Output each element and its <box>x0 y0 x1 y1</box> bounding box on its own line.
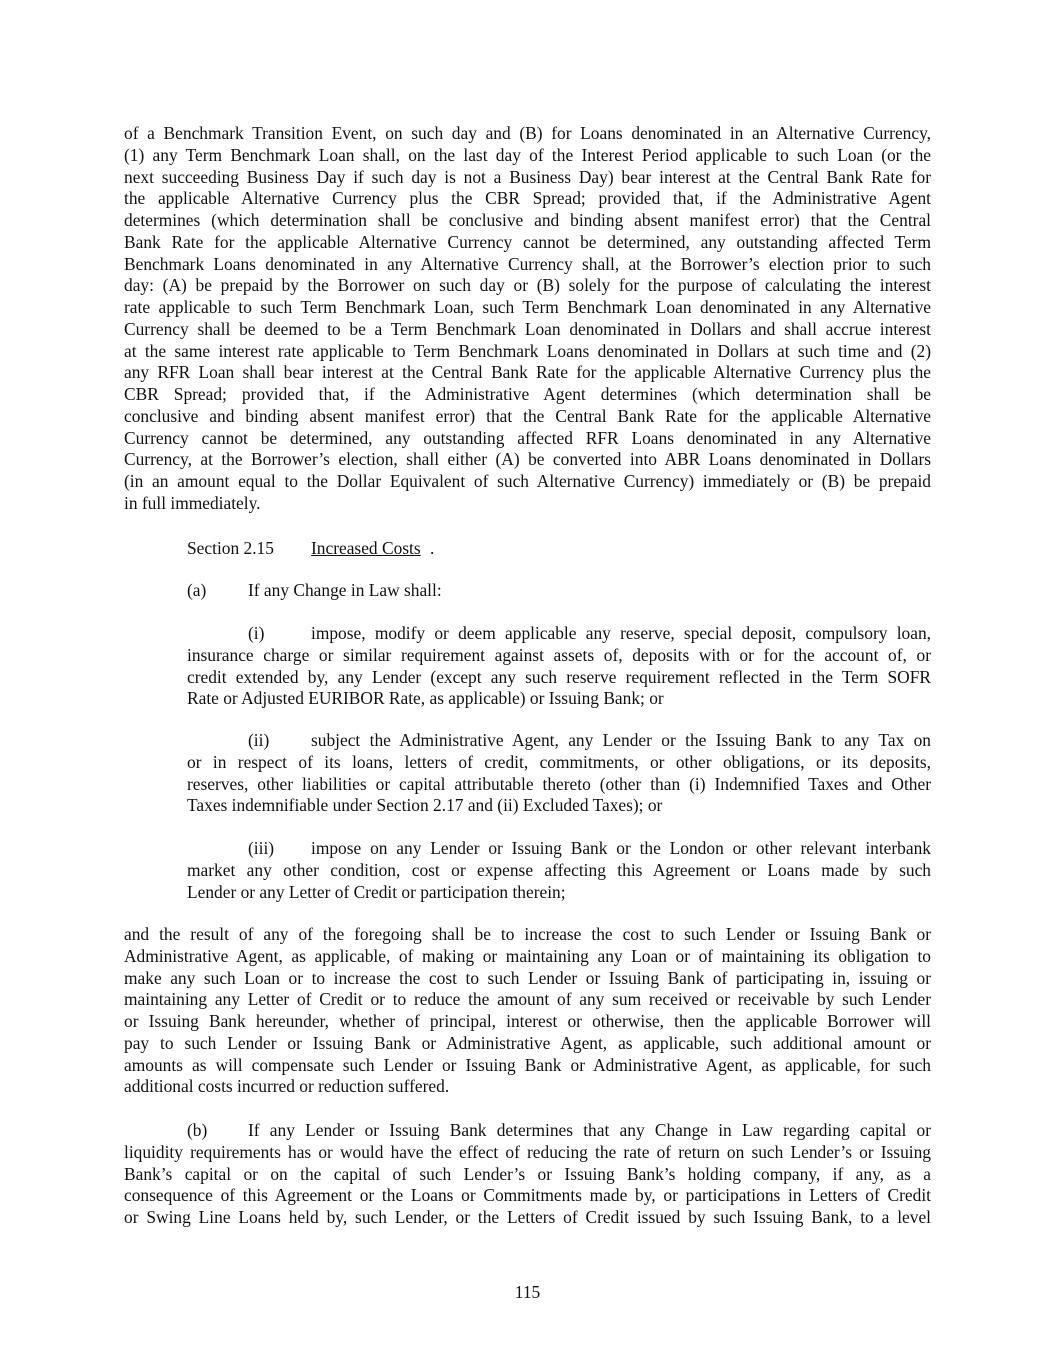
text-line: Taxes indemnifiable under Section 2.17 and (ii) Excluded Taxes); or <box>187 795 663 816</box>
section-heading: Section 2.15 Increased Costs . <box>187 538 435 558</box>
text-line: Currency, at the Borrower’s election, shall either (A) be converted into ABR Loans denominated in Dollars <box>124 449 931 470</box>
section-title: Increased Costs <box>311 538 421 558</box>
clause-i-label: (i) <box>248 623 265 643</box>
text-line: at the same interest rate applicable to Term Benchmark Loans denominated in Dollars at such time and (2) <box>124 340 931 361</box>
text-line: insurance charge or similar requirement against assets of, deposits with or for the account of, or <box>187 644 931 665</box>
text-line: reserves, other liabilities or capital attributable thereto (other than (i) Indemnified Taxes and Other <box>187 773 931 794</box>
paragraph-benchmark-continuation <box>124 123 931 515</box>
text-line: of a Benchmark Transition Event, on such day and (B) for Loans denominated in an Alternative Currency, <box>124 123 931 143</box>
text-line: maintaining any Letter of Credit or to reduce the amount of any sum received or receivable by such Lender <box>124 989 931 1010</box>
clause-iii-label: (iii) <box>248 838 275 858</box>
text-line: Benchmark Loans denominated in any Alternative Currency shall, at the Borrower’s election prior to such <box>124 253 931 274</box>
text-line: Administrative Agent, as applicable, of making or maintaining any Loan or of maintaining its obligation to <box>124 945 931 966</box>
text-line: Currency cannot be determined, any outstanding affected RFR Loans denominated in any Alternative <box>124 427 931 448</box>
text-line: additional costs incurred or reduction suffered. <box>124 1076 450 1097</box>
text-line: credit extended by, any Lender (except any such reserve requirement reflected in the Term SOFR <box>187 666 931 687</box>
text-line: Rate or Adjusted EURIBOR Rate, as applicable) or Issuing Bank; or <box>187 688 664 709</box>
text-line: make any such Loan or to increase the cost to such Lender or Issuing Bank of participating in, issuing or <box>124 967 931 988</box>
page-number: 115 <box>514 1282 541 1302</box>
clause-i <box>187 623 931 710</box>
text-line: CBR Spread; provided that, if the Administrative Agent determines (which determination shall be <box>124 384 931 404</box>
text-line: the applicable Alternative Currency plus the CBR Spread; provided that, if the Administrative Agent <box>124 188 931 209</box>
text-line: rate applicable to such Term Benchmark Loan, such Term Benchmark Loan denominated in any Alternative <box>124 297 931 317</box>
clause-b-label: (b) <box>187 1120 208 1140</box>
text-line: any RFR Loan shall bear interest at the Central Bank Rate for the applicable Alternative Currency plus the <box>124 362 931 383</box>
text-line: (in an amount equal to the Dollar Equivalent of such Alternative Currency) immediately or (B) be prepaid <box>124 471 931 491</box>
section-number: Section 2.15 <box>187 538 274 558</box>
text-line: market any other condition, cost or expense affecting this Agreement or Loans made by such <box>187 859 931 880</box>
clause-a-text: If any Change in Law shall: <box>248 580 442 600</box>
text-line: and the result of any of the foregoing shall be to increase the cost to such Lender or Issuing Bank or <box>124 924 931 944</box>
clause-b <box>124 1120 931 1229</box>
text-line: Lender or any Letter of Credit or participation therein; <box>187 881 566 902</box>
text-line: pay to such Lender or Issuing Bank or Administrative Agent, as applicable, such additional amount or <box>124 1032 931 1053</box>
text-line: day: (A) be prepaid by the Borrower on such day or (B) solely for the purpose of calculating the interest <box>124 275 931 296</box>
text-line: conclusive and binding absent manifest error) that the Central Bank Rate for the applicable Alternative <box>124 405 931 426</box>
text-line: or in respect of its loans, letters of credit, commitments, or other obligations, or its deposits, <box>187 751 931 772</box>
text-line: Currency shall be deemed to be a Term Benchmark Loan denominated in Dollars and shall accrue interest <box>124 318 931 339</box>
text-line: liquidity requirements has or would have the effect of reducing the rate of return on such Lender’s or Issuing <box>124 1141 931 1162</box>
text-line: in full immediately. <box>124 492 261 513</box>
text-line: (1) any Term Benchmark Loan shall, on the last day of the Interest Period applicable to such Loan (or the <box>124 144 931 165</box>
clause-ii-label: (ii) <box>248 730 270 750</box>
clause-a-label: (a) <box>187 580 207 600</box>
text-line: or Swing Line Loans held by, such Lender, or the Letters of Credit issued by such Issuing Bank, to a level <box>124 1207 931 1227</box>
text-line: Bank Rate for the applicable Alternative Currency cannot be determined, any outstanding affected Term <box>124 231 931 252</box>
text-line: or Issuing Bank hereunder, whether of principal, interest or otherwise, then the applicable Borrower will <box>124 1011 931 1031</box>
text-line: subject the Administrative Agent, any Lender or the Issuing Bank to any Tax on <box>311 730 931 750</box>
text-line: Bank’s capital or on the capital of such Lender’s or Issuing Bank’s holding company, if any, as a <box>124 1163 931 1184</box>
text-line: consequence of this Agreement or the Loans or Commitments made by, or participations in Letters of Credit <box>124 1185 931 1206</box>
text-line: next succeeding Business Day if such day is not a Business Day) bear interest at the Central Bank Rate for <box>124 166 931 187</box>
clause-iii <box>187 838 931 903</box>
text-line: impose, modify or deem applicable any reserve, special deposit, compulsory loan, <box>311 623 931 643</box>
text-line: impose on any Lender or Issuing Bank or the London or other relevant interbank <box>311 838 931 858</box>
text-line: amounts as will compensate such Lender or Issuing Bank or Administrative Agent, as applicable, for such <box>124 1054 931 1075</box>
text-line: If any Lender or Issuing Bank determines that any Change in Law regarding capital or <box>248 1120 931 1140</box>
clause-ii <box>187 730 931 817</box>
text-line: determines (which determination shall be conclusive and binding absent manifest error) that the Central <box>124 210 931 230</box>
paragraph-result <box>124 924 931 1098</box>
